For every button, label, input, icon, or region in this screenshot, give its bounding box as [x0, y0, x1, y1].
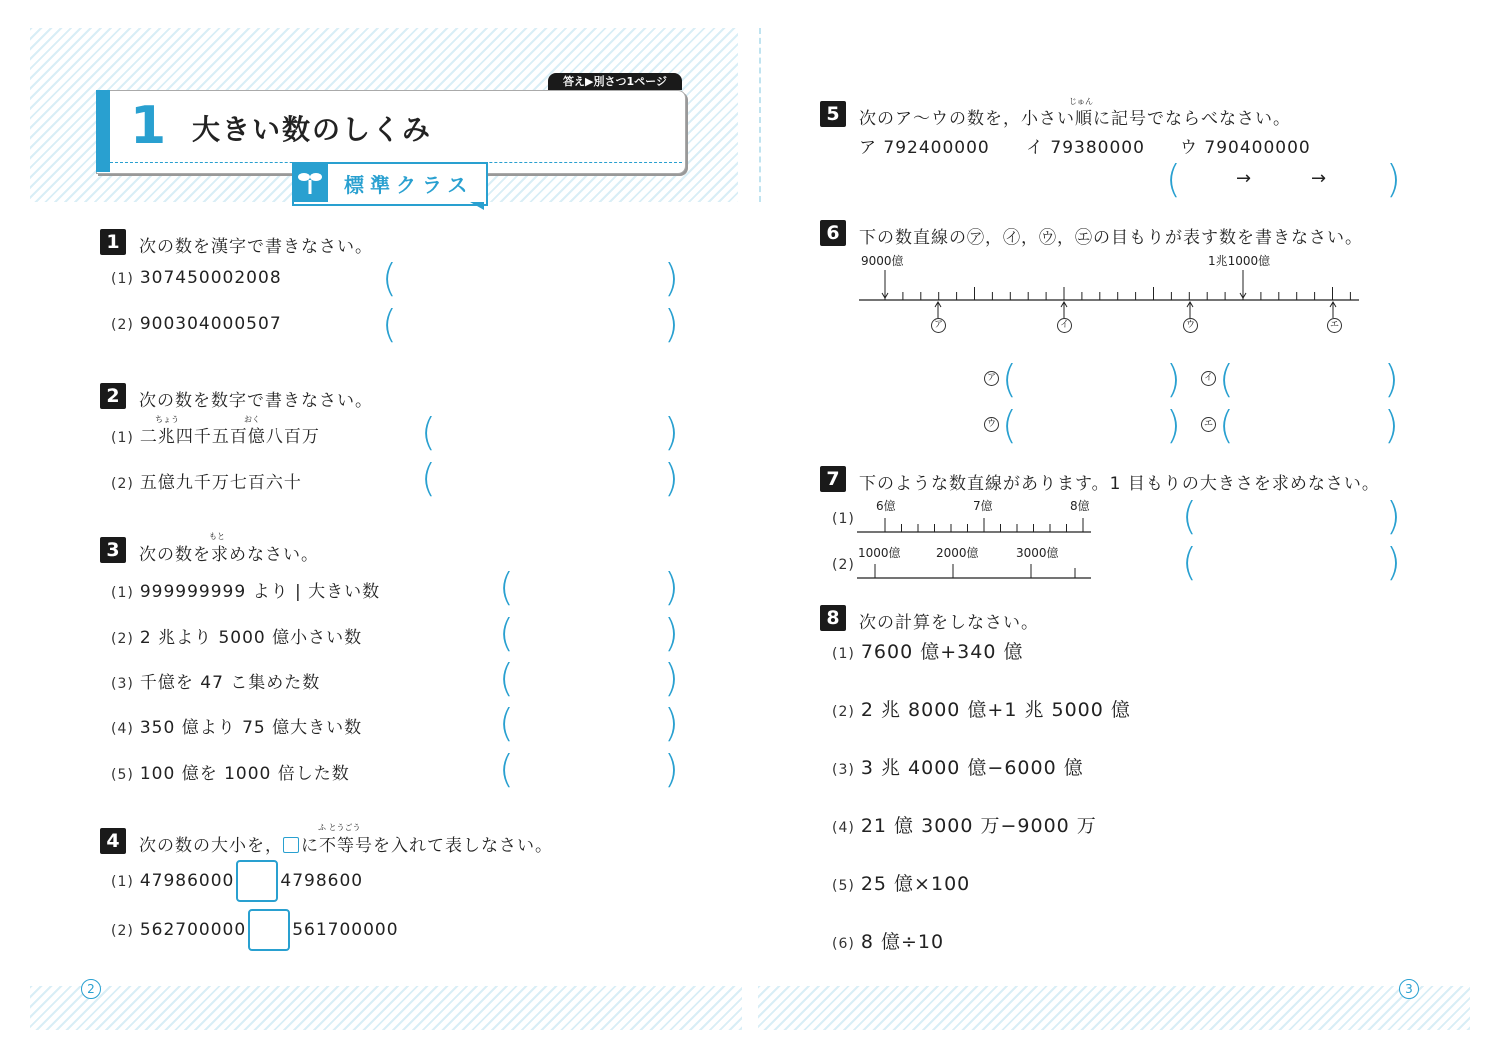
- answer-paren-close[interactable]: ): [664, 302, 679, 346]
- q2-item-2: (2) 五億九千万七百六十: [111, 473, 302, 493]
- q3-item-4: (4) 350 億より 75 億大きい数: [111, 718, 363, 738]
- q8-item-4: (4) 21 億 3000 万−9000 万: [832, 815, 1097, 837]
- question-number-7: 7: [820, 466, 846, 492]
- answer-paren-close[interactable]: ): [664, 701, 679, 745]
- answer-paren-close[interactable]: ): [664, 410, 679, 454]
- ruby-moto: もと: [209, 532, 225, 541]
- q3-item-1: (1) 999999999 より | 大きい数: [111, 582, 381, 602]
- inequality-answer-box[interactable]: [236, 860, 278, 902]
- answer-paren-open[interactable]: (: [421, 410, 436, 454]
- answer-paren-close[interactable]: ): [664, 256, 679, 300]
- answer-paren-open[interactable]: (: [499, 747, 514, 791]
- answer-paren-open[interactable]: (: [1219, 403, 1234, 447]
- answer-paren-close[interactable]: ): [664, 611, 679, 655]
- q3-item-3: (3) 千億を 47 こ集めた数: [111, 673, 321, 693]
- footer-right: [758, 986, 1470, 1030]
- answer-paren-close[interactable]: ): [1384, 357, 1399, 401]
- q8-item-2: (2) 2 兆 8000 億+1 兆 5000 億: [832, 699, 1131, 721]
- q8-item-3: (3) 3 兆 4000 億−6000 億: [832, 757, 1084, 779]
- q7-line2-label: 1000億: [858, 546, 901, 560]
- answer-paren-close[interactable]: ): [1386, 157, 1401, 201]
- q5-option-u: ウ 790400000: [1180, 138, 1311, 158]
- number-line-end-label: 1兆1000億: [1208, 254, 1271, 268]
- answer-paren-open[interactable]: (: [382, 256, 397, 300]
- ruby-oku: おく: [244, 415, 260, 424]
- chapter-number: 1: [130, 96, 167, 156]
- question-number-8: 8: [820, 605, 846, 631]
- answer-paren-close[interactable]: ): [1166, 357, 1181, 401]
- q2-item-1: (1) 二兆四千五百億八百万: [111, 427, 320, 447]
- answer-paren-open[interactable]: (: [1002, 403, 1017, 447]
- q7-line2-label: 2000億: [936, 546, 979, 560]
- sprout-icon: [292, 162, 328, 202]
- answer-paren-open[interactable]: (: [1166, 157, 1181, 201]
- answer-paren-open[interactable]: (: [382, 302, 397, 346]
- question-3-text: 次の数を求めなさい。: [139, 545, 319, 565]
- arrow-icon: →: [1236, 168, 1252, 189]
- question-2-text: 次の数を数字で書きなさい。: [139, 391, 373, 411]
- answer-label-a: ア: [982, 371, 1001, 386]
- q4-item-1: (1) 47986000 4798600: [111, 860, 363, 902]
- answer-paren-close[interactable]: ): [1166, 403, 1181, 447]
- number-line-q7-1: [855, 514, 1095, 536]
- arrow-icon: →: [1311, 168, 1327, 189]
- answer-paren-open[interactable]: (: [499, 656, 514, 700]
- answer-paren-open[interactable]: (: [1002, 357, 1017, 401]
- ruby-futougou: ふ とうごう: [318, 823, 361, 832]
- class-label-tab: [456, 202, 484, 210]
- inequality-answer-box[interactable]: [248, 909, 290, 951]
- q3-item-2: (2) 2 兆より 5000 億小さい数: [111, 628, 363, 648]
- q5-option-i: イ 79380000: [1026, 138, 1145, 158]
- answer-tag: 答え▶別さつ1ページ: [548, 73, 682, 90]
- mark-label-i: イ: [1055, 318, 1074, 333]
- number-line-q7-2: [855, 560, 1095, 582]
- question-6-text: 下の数直線の㋐，㋑，㋒，㋓の目もりが表す数を書きなさい。: [859, 228, 1363, 248]
- q7-line1-label: 7億: [973, 499, 993, 513]
- answer-label-i: イ: [1199, 371, 1218, 386]
- q7-line1-label: 8億: [1070, 499, 1090, 513]
- q8-item-5: (5) 25 億×100: [832, 873, 971, 895]
- answer-paren-open[interactable]: (: [421, 456, 436, 500]
- page-number-left: 2: [81, 979, 101, 999]
- ruby-chou: ちょう: [155, 415, 179, 424]
- mark-label-e: エ: [1325, 318, 1344, 333]
- q1-item-2: (2) 900304000507: [111, 314, 282, 334]
- ruby-jun: じゅん: [1069, 97, 1093, 106]
- chapter-title: 大きい数のしくみ: [192, 113, 433, 146]
- answer-paren-open[interactable]: (: [499, 701, 514, 745]
- q8-item-1: (1) 7600 億+340 億: [832, 641, 1024, 663]
- question-number-1: 1: [100, 229, 126, 255]
- q7-item-1-index: (1): [832, 511, 855, 527]
- question-number-6: 6: [820, 220, 846, 246]
- question-5-text: 次のア〜ウの数を，小さい順に記号でならべなさい。: [859, 109, 1291, 129]
- page-divider: [759, 28, 761, 202]
- question-8-text: 次の計算をしなさい。: [859, 613, 1039, 633]
- answer-paren-close[interactable]: ): [1384, 403, 1399, 447]
- q1-item-1: (1) 307450002008: [111, 268, 282, 288]
- answer-label-u: ウ: [982, 417, 1001, 432]
- q7-line2-label: 3000億: [1016, 546, 1059, 560]
- title-card-accent-bar: [96, 90, 110, 172]
- answer-paren-close[interactable]: ): [664, 565, 679, 609]
- question-number-2: 2: [100, 383, 126, 409]
- question-number-4: 4: [100, 828, 126, 854]
- answer-paren-open[interactable]: (: [1219, 357, 1234, 401]
- q4-item-2: (2) 562700000 561700000: [111, 909, 399, 951]
- number-line-start-label: 9000億: [861, 254, 904, 268]
- answer-paren-open[interactable]: (: [499, 611, 514, 655]
- q8-item-6: (6) 8 億÷10: [832, 931, 945, 953]
- answer-paren-close[interactable]: ): [1386, 494, 1401, 538]
- class-label-text: 標準クラス: [344, 173, 474, 197]
- question-number-5: 5: [820, 101, 846, 127]
- footer-left: [30, 986, 742, 1030]
- mark-label-a: ア: [929, 318, 948, 333]
- question-7-text: 下のような数直線があります。1 目もりの大きさを求めなさい。: [859, 474, 1380, 494]
- answer-paren-close[interactable]: ): [664, 747, 679, 791]
- answer-paren-close[interactable]: ): [664, 456, 679, 500]
- q5-option-a: ア 792400000: [859, 138, 990, 158]
- answer-paren-close[interactable]: ): [1386, 540, 1401, 584]
- mark-label-u: ウ: [1181, 318, 1200, 333]
- q3-item-5: (5) 100 億を 1000 倍した数: [111, 764, 350, 784]
- question-4-text: 次の数の大小を， に不等号を入れて表しなさい。: [139, 836, 553, 856]
- q7-line1-label: 6億: [876, 499, 896, 513]
- answer-paren-close[interactable]: ): [664, 656, 679, 700]
- answer-label-e: エ: [1199, 417, 1218, 432]
- page-number-right: 3: [1399, 979, 1419, 999]
- question-1-text: 次の数を漢字で書きなさい。: [139, 237, 373, 257]
- blank-box-icon: [283, 837, 299, 853]
- q7-item-2-index: (2): [832, 557, 855, 573]
- answer-paren-open[interactable]: (: [1182, 540, 1197, 584]
- question-number-3: 3: [100, 537, 126, 563]
- answer-paren-open[interactable]: (: [499, 565, 514, 609]
- answer-paren-open[interactable]: (: [1182, 494, 1197, 538]
